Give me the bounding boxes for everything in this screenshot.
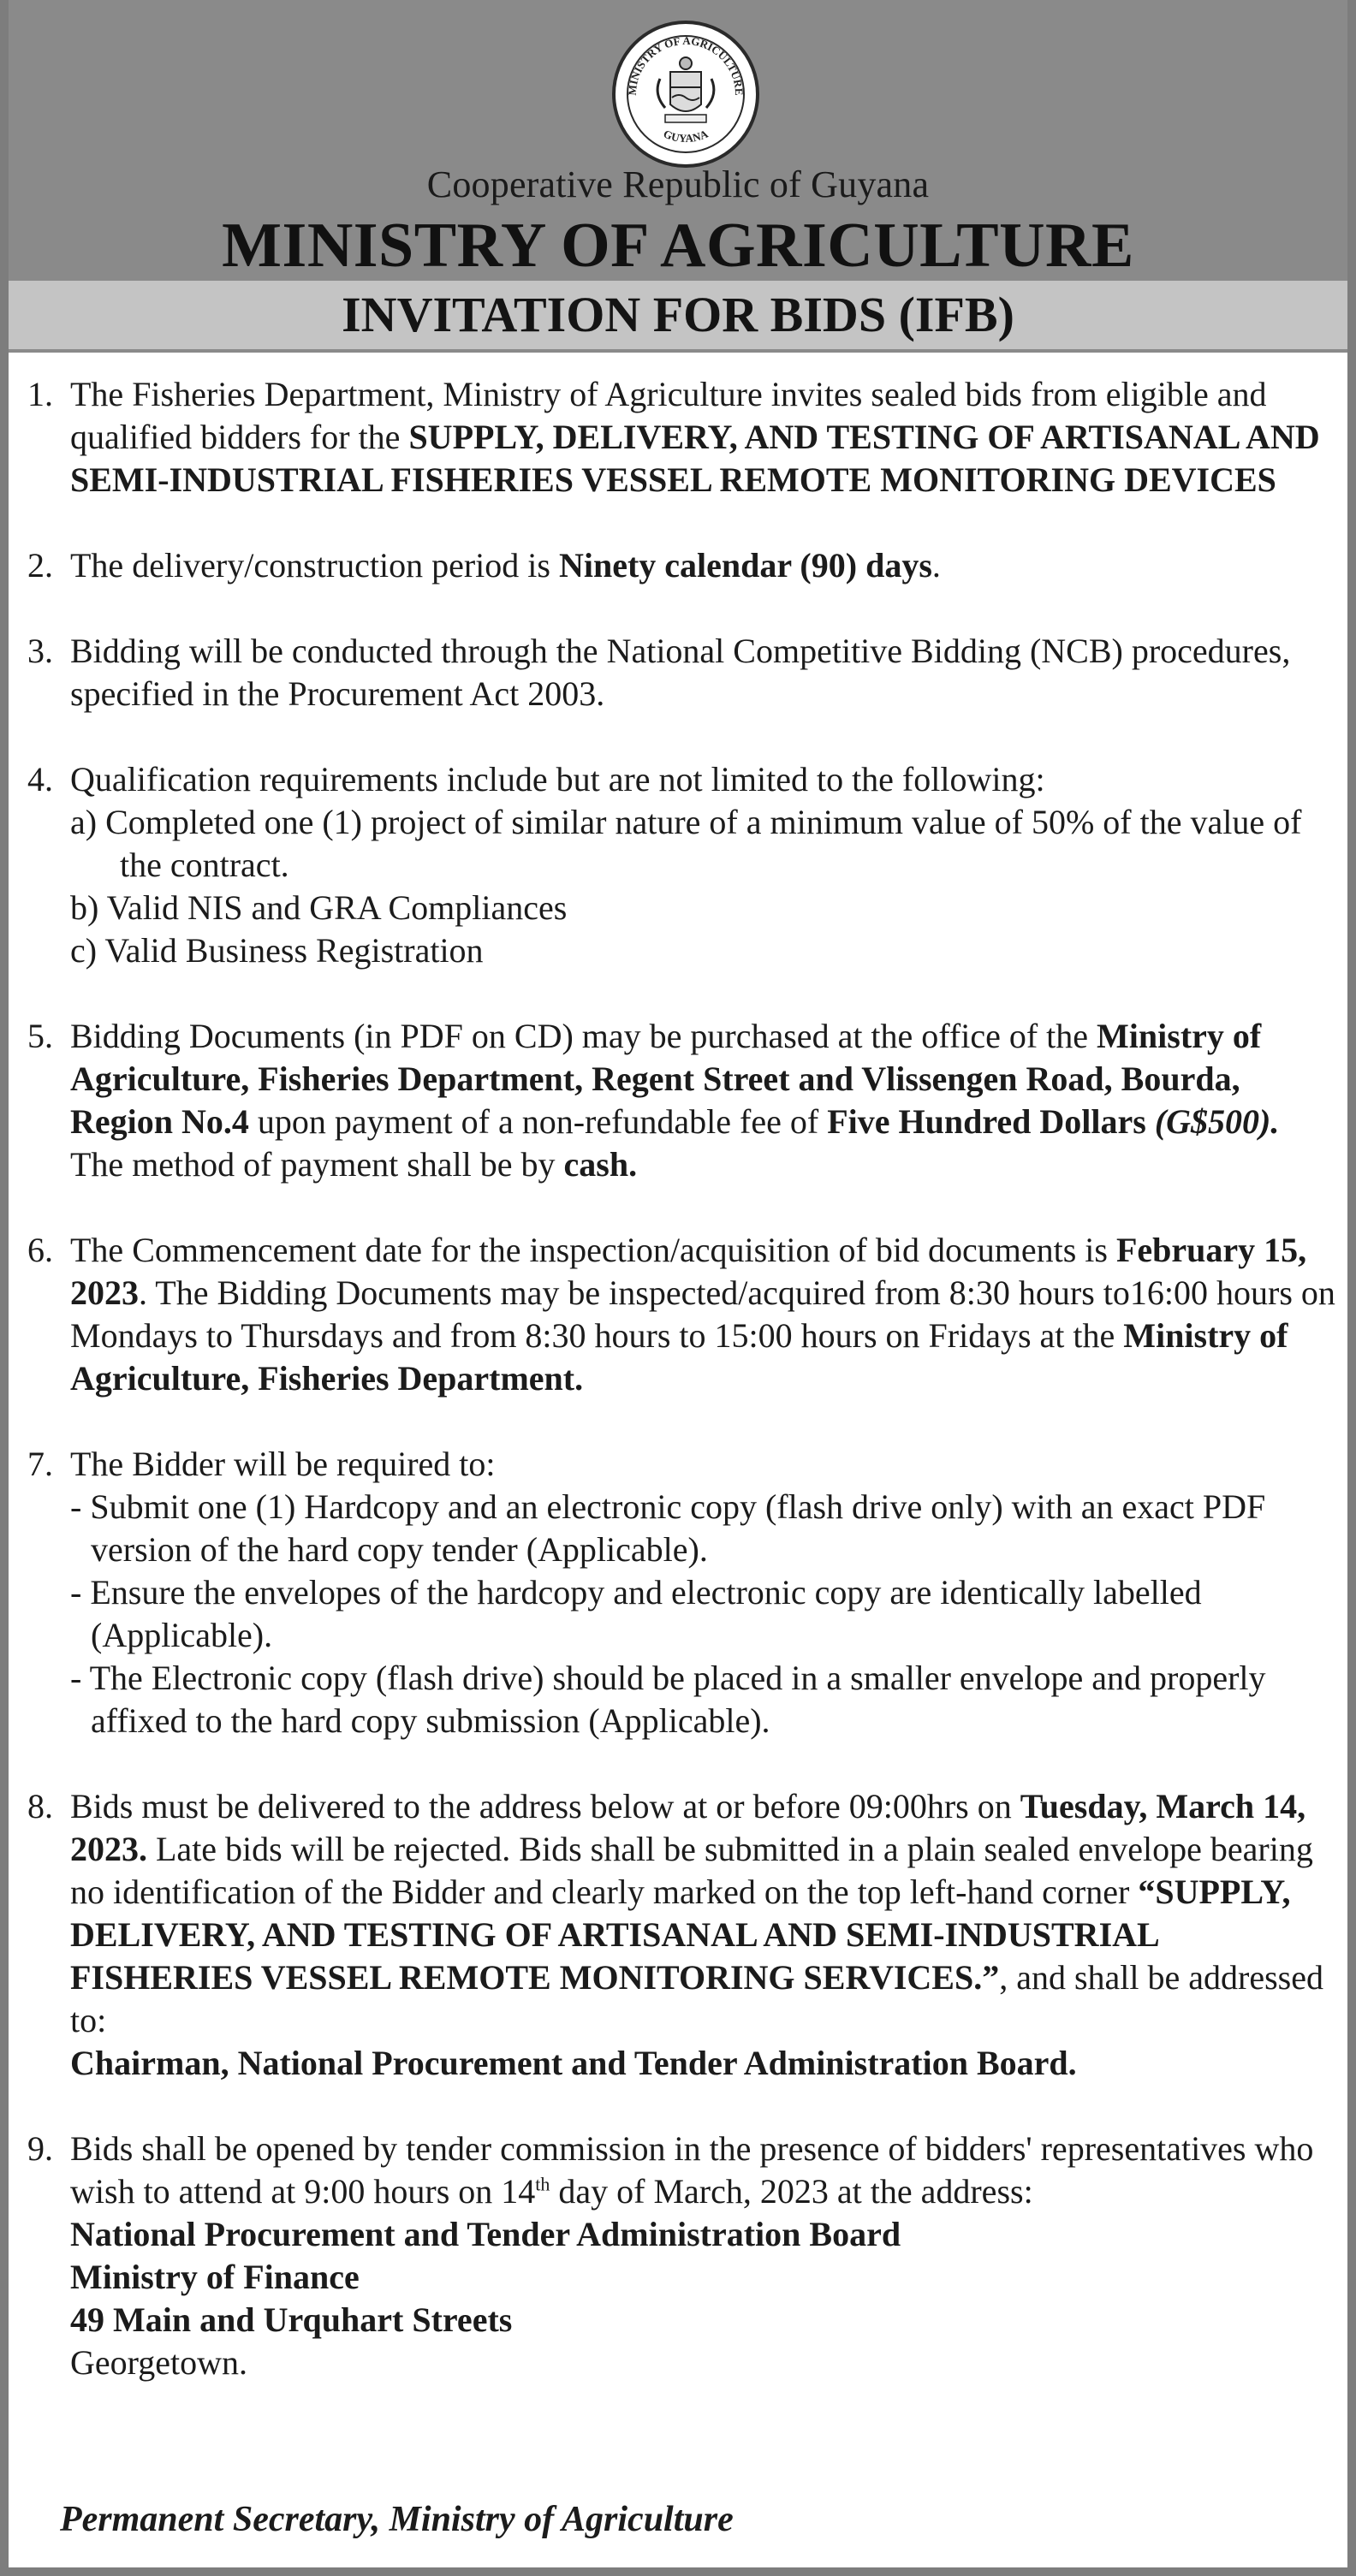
clause-number: 2. (27, 546, 53, 585)
address-line: Ministry of Finance (70, 2258, 360, 2296)
clause-text: upon payment of a non-refundable fee of (248, 1102, 828, 1141)
clause-text: Bidding will be conducted through the National Competitive Bidding (NCB) procedures, specified in the Procurement Act 2003. (70, 632, 1291, 713)
clause-text: Bids shall be opened by tender commission in the presence of bidders' representatives who wish to attend at 9:00 hours on 14 (70, 2129, 1314, 2211)
clause-text: . The Bidding Documents may be inspected/acquired from 8:30 hours to16:00 hours on Mondays to Thursdays and from 8:30 hours to 15:00 hours on Fridays at the (70, 1273, 1335, 1355)
clause-3 (27, 630, 1337, 715)
clause-text: The Commencement date for the inspection/acquisition of bid documents is (70, 1231, 1116, 1269)
clause-text: The Bidder will be required to: (70, 1445, 496, 1483)
signature: Permanent Secretary, Ministry of Agriculture (60, 2500, 734, 2539)
clause-number: 3. (27, 632, 53, 670)
payment-method: cash. (563, 1145, 638, 1184)
notice-title: INVITATION FOR BIDS (IFB) (342, 287, 1014, 342)
clause-bold-text: Ninety calendar (90) days (558, 546, 932, 585)
clause-bold-text: Ministry of Agriculture, Fisheries Department. (70, 1316, 1288, 1398)
clause-text: The Fisheries Department, Ministry of Agriculture invites sealed bids from eligible and qualified bidders for the (70, 375, 1267, 456)
clause-text: Late bids will be rejected. Bids shall be submitted in a plain sealed envelope bearing no identification of the Bidder and clearly marked on the top left-hand corner (70, 1830, 1313, 1911)
bidder-requirement: - The Electronic copy (flash drive) should be placed in a smaller envelope and properly affixed to the hard copy submission (Applicable). (70, 1659, 1266, 1740)
requirement-c: c) Valid Business Registration (70, 931, 484, 970)
clause-2 (27, 544, 1337, 587)
title-band (9, 281, 1347, 353)
ministry-seal-icon (610, 19, 761, 169)
seal-text-bottom: GUYANA (661, 127, 711, 145)
clause-text: , and shall be addressed to: (70, 1958, 1323, 2039)
clause-text: The delivery/construction period is (70, 546, 559, 585)
address-line: National Procurement and Tender Administration Board (70, 2215, 901, 2253)
clause-number: 4. (27, 760, 53, 798)
clause-bold-text: Ministry of Agriculture, Fisheries Department, Regent Street and Vlissengen Road, Bourda, Region No.4 (70, 1017, 1262, 1141)
clause-text: . (931, 546, 941, 585)
clause-number: 9. (27, 2129, 53, 2168)
address-line: 49 Main and Urquhart Streets (70, 2300, 513, 2339)
clause-4 (27, 758, 1337, 972)
addressee: Chairman, National Procurement and Tender Administration Board. (70, 2044, 1077, 2082)
clause-number: 8. (27, 1787, 53, 1825)
clause-8 (27, 1785, 1337, 2085)
clause-6 (27, 1229, 1337, 1400)
header-band (9, 0, 1347, 281)
bidder-requirement: - Ensure the envelopes of the hardcopy and electronic copy are identically labelled (Applicable). (70, 1573, 1202, 1654)
clause-5 (27, 1015, 1337, 1186)
clause-bold-text: Five Hundred Dollars (827, 1102, 1155, 1141)
envelope-marking: “SUPPLY, DELIVERY, AND TESTING OF ARTISANAL AND SEMI-INDUSTRIAL FISHERIES VESSEL REMOTE MONITORING SERVICES.” (70, 1873, 1291, 1997)
clause-number: 5. (27, 1017, 53, 1055)
seal-text-top: MINISTRY OF AGRICULTURE (625, 33, 746, 96)
clause-bold-text: SUPPLY, DELIVERY, AND TESTING OF ARTISANAL AND SEMI-INDUSTRIAL FISHERIES VESSEL REMOTE MONITORING DEVICES (70, 418, 1320, 499)
clause-text: day of March, 2023 at the address: (550, 2172, 1033, 2211)
bidder-requirement: - Submit one (1) Hardcopy and an electronic copy (flash drive only) with an exact PDF version of the hard copy tender (Applicable). (70, 1487, 1266, 1569)
commencement-date: February 15, 2023 (70, 1231, 1307, 1312)
clause-1 (27, 373, 1337, 502)
clause-number: 1. (27, 375, 53, 413)
requirement-b: b) Valid NIS and GRA Compliances (70, 888, 568, 927)
clause-9 (27, 2128, 1337, 2384)
clause-text: The method of payment shall be by (70, 1145, 564, 1184)
clause-text: Bidding Documents (in PDF on CD) may be purchased at the office of the (70, 1017, 1097, 1055)
ordinal-suffix: th (535, 2173, 550, 2195)
clause-text: Qualification requirements include but are not limited to the following: (70, 760, 1045, 798)
clause-number: 6. (27, 1231, 53, 1269)
fee-amount: (G$500). (1154, 1102, 1280, 1141)
deadline-date: Tuesday, March 14, 2023. (70, 1787, 1306, 1868)
requirement-a: a) Completed one (1) project of similar nature of a minimum value of 50% of the value of the contract. (70, 803, 1302, 884)
notice-body (27, 373, 1337, 2427)
address-line: Georgetown. (70, 2343, 247, 2382)
country-name: Cooperative Republic of Guyana (426, 163, 930, 205)
clause-7 (27, 1443, 1337, 1742)
clause-text: Bids must be delivered to the address below at or before 09:00hrs on (70, 1787, 1020, 1825)
ministry-name: MINISTRY OF AGRICULTURE (222, 211, 1134, 281)
clause-number: 7. (27, 1445, 53, 1483)
